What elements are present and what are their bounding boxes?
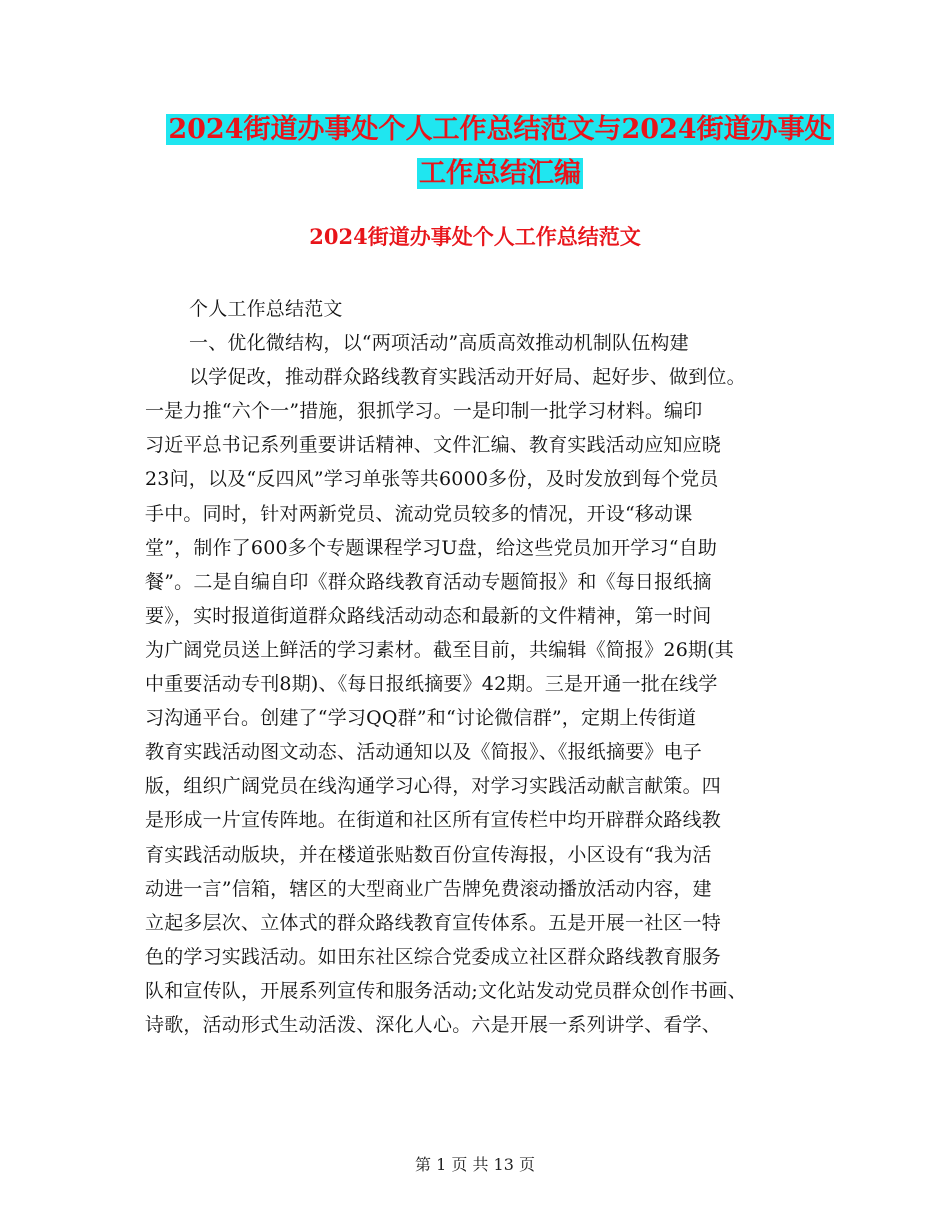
paragraph-line: 是形成一片宣传阵地。在街道和社区所有宣传栏中均开辟群众路线教 xyxy=(145,809,722,832)
document-title-line-2: 工作总结汇编 xyxy=(419,158,581,189)
paragraph-line: 色的学习实践活动。如田东社区综合党委成立社区群众路线教育服务 xyxy=(145,945,722,968)
paragraph-line: 以学促改，推动群众路线教育实践活动开好局、起好步、做到位。 xyxy=(189,366,746,389)
paragraph-line: 中重要活动专刊8期)、《每日报纸摘要》42期。三是开通一批在线学 xyxy=(145,673,718,696)
paragraph-line: 习近平总书记系列重要讲话精神、文件汇编、教育实践活动应知应晓 xyxy=(145,434,722,457)
paragraph-line: 队和宣传队，开展系列宣传和服务活动;文化站发动党员群众创作书画、 xyxy=(145,979,747,1002)
document-title xyxy=(140,108,860,196)
paragraph-line: 23问，以及“反四风”学习单张等共6000多份，及时发放到每个党员 xyxy=(145,468,719,491)
paragraph-line: 手中。同时，针对两新党员、流动党员较多的情况，开设“移动课 xyxy=(145,502,693,525)
paragraph-line: 习沟通平台。创建了“学习QQ群”和“讨论微信群”，定期上传街道 xyxy=(145,707,697,730)
paragraph-line: 教育实践活动图文动态、活动通知以及《简报》、《报纸摘要》电子 xyxy=(145,741,703,764)
section-title: 2024街道办事处个人工作总结范文 xyxy=(309,224,641,249)
page-number: 第 1 页 共 13 页 xyxy=(415,1155,535,1174)
paragraph-line: 诗歌，活动形式生动活泼、深化人心。六是开展一系列讲学、看学、 xyxy=(145,1013,722,1036)
paragraph-line: 一是力推“六个一”措施，狠抓学习。一是印制一批学习材料。编印 xyxy=(145,400,703,423)
paragraph-line: 堂”，制作了600多个专题课程学习U盘，给这些党员加开学习“自助 xyxy=(145,536,718,559)
paragraph-line: 版，组织广阔党员在线沟通学习心得，对学习实践活动献言献策。四 xyxy=(145,775,722,798)
body-text xyxy=(145,292,825,1042)
paragraph-line: 餐”。二是自编自印《群众路线教育活动专题简报》和《每日报纸摘 xyxy=(145,570,712,593)
paragraph-line: 动进一言”信箱，辖区的大型商业广告牌免费滚动播放活动内容，建 xyxy=(145,877,712,900)
paragraph-line: 要》，实时报道街道群众路线活动动态和最新的文件精神，第一时间 xyxy=(145,604,712,627)
paragraph-line: 为广阔党员送上鲜活的学习素材。截至目前，共编辑《简报》26期(其 xyxy=(145,638,734,661)
paragraph-line: 一、优化微结构，以“两项活动”高质高效推动机制队伍构建 xyxy=(189,332,689,355)
document-title-line-1: 2024街道办事处个人工作总结范文与2024街道办事处 xyxy=(168,114,832,145)
paragraph-line: 育实践活动版块，并在楼道张贴数百份宣传海报，小区设有“我为活 xyxy=(145,843,712,866)
paragraph-line: 个人工作总结范文 xyxy=(189,298,343,320)
paragraph-line: 立起多层次、立体式的群众路线教育宣传体系。五是开展一社区一特 xyxy=(145,911,722,934)
